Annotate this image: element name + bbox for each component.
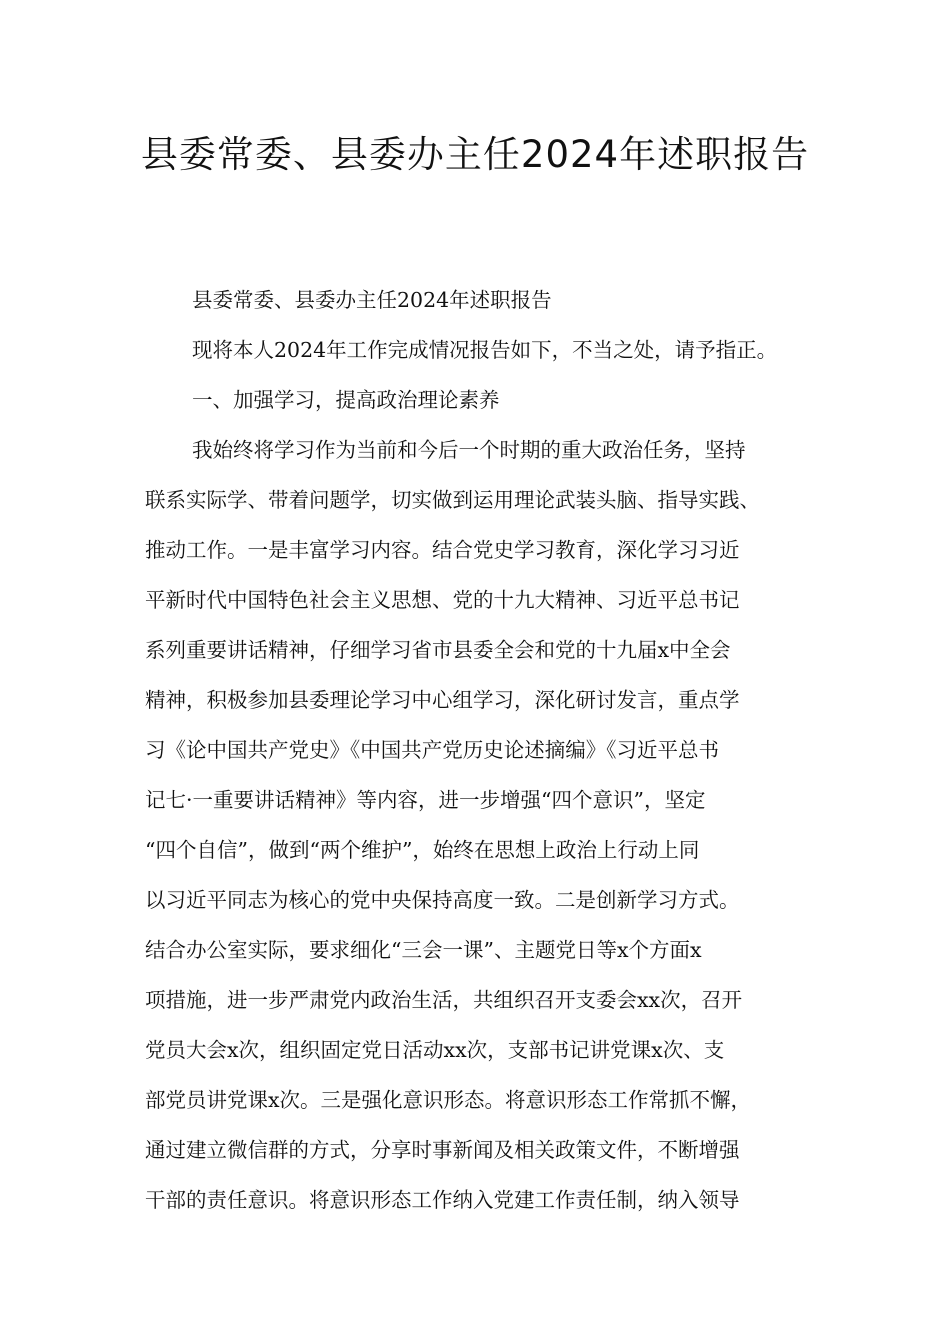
subtitle-line: 县委常委、县委办主任2024年述职报告 <box>192 288 552 312</box>
paragraph-line: 记七·一重要讲话精神》等内容，进一步增强“四个意识”，坚定 <box>145 787 706 812</box>
section-heading: 一、加强学习，提高政治理论素养 <box>192 387 500 412</box>
intro-line: 现将本人2024年工作完成情况报告如下，不当之处，请予指正。 <box>192 337 778 362</box>
document-body <box>145 281 825 1231</box>
paragraph-line: 系列重要讲话精神，仔细学习省市县委全会和党的十九届x中全会 <box>145 637 731 662</box>
paragraph-line: “四个自信”，做到“两个维护”，始终在思想上政治上行动上同 <box>145 837 700 862</box>
paragraph-line: 以习近平同志为核心的党中央保持高度一致。二是创新学习方式。 <box>145 887 740 912</box>
document-title: 县委常委、县委办主任2024年述职报告 <box>140 133 810 176</box>
paragraph-line: 结合办公室实际，要求细化“三会一课”、主题党日等x个方面x <box>145 937 702 962</box>
paragraph-line: 平新时代中国特色社会主义思想、党的十九大精神、习近平总书记 <box>145 587 740 612</box>
paragraph-line: 通过建立微信群的方式，分享时事新闻及相关政策文件，不断增强 <box>145 1137 740 1162</box>
paragraph-1 <box>145 431 825 1220</box>
paragraph-line: 精神，积极参加县委理论学习中心组学习，深化研讨发言，重点学 <box>145 687 740 712</box>
paragraph-line: 习《论中国共产党史》《中国共产党历史论述摘编》《习近平总书 <box>145 737 719 762</box>
paragraph-line: 干部的责任意识。将意识形态工作纳入党建工作责任制，纳入领导 <box>145 1187 740 1212</box>
paragraph-line: 我始终将学习作为当前和今后一个时期的重大政治任务，坚持 <box>192 437 746 462</box>
paragraph-line: 部党员讲党课x次。三是强化意识形态。将意识形态工作常抓不懈， <box>145 1087 752 1112</box>
paragraph-line: 推动工作。一是丰富学习内容。结合党史学习教育，深化学习习近 <box>145 537 740 562</box>
paragraph-line: 项措施，进一步严肃党内政治生活，共组织召开支委会xx次，召开 <box>145 987 743 1012</box>
paragraph-line: 党员大会x次，组织固定党日活动xx次，支部书记讲党课x次、支 <box>145 1037 725 1062</box>
paragraph-line: 联系实际学、带着问题学，切实做到运用理论武装头脑、指导实践、 <box>145 487 760 512</box>
